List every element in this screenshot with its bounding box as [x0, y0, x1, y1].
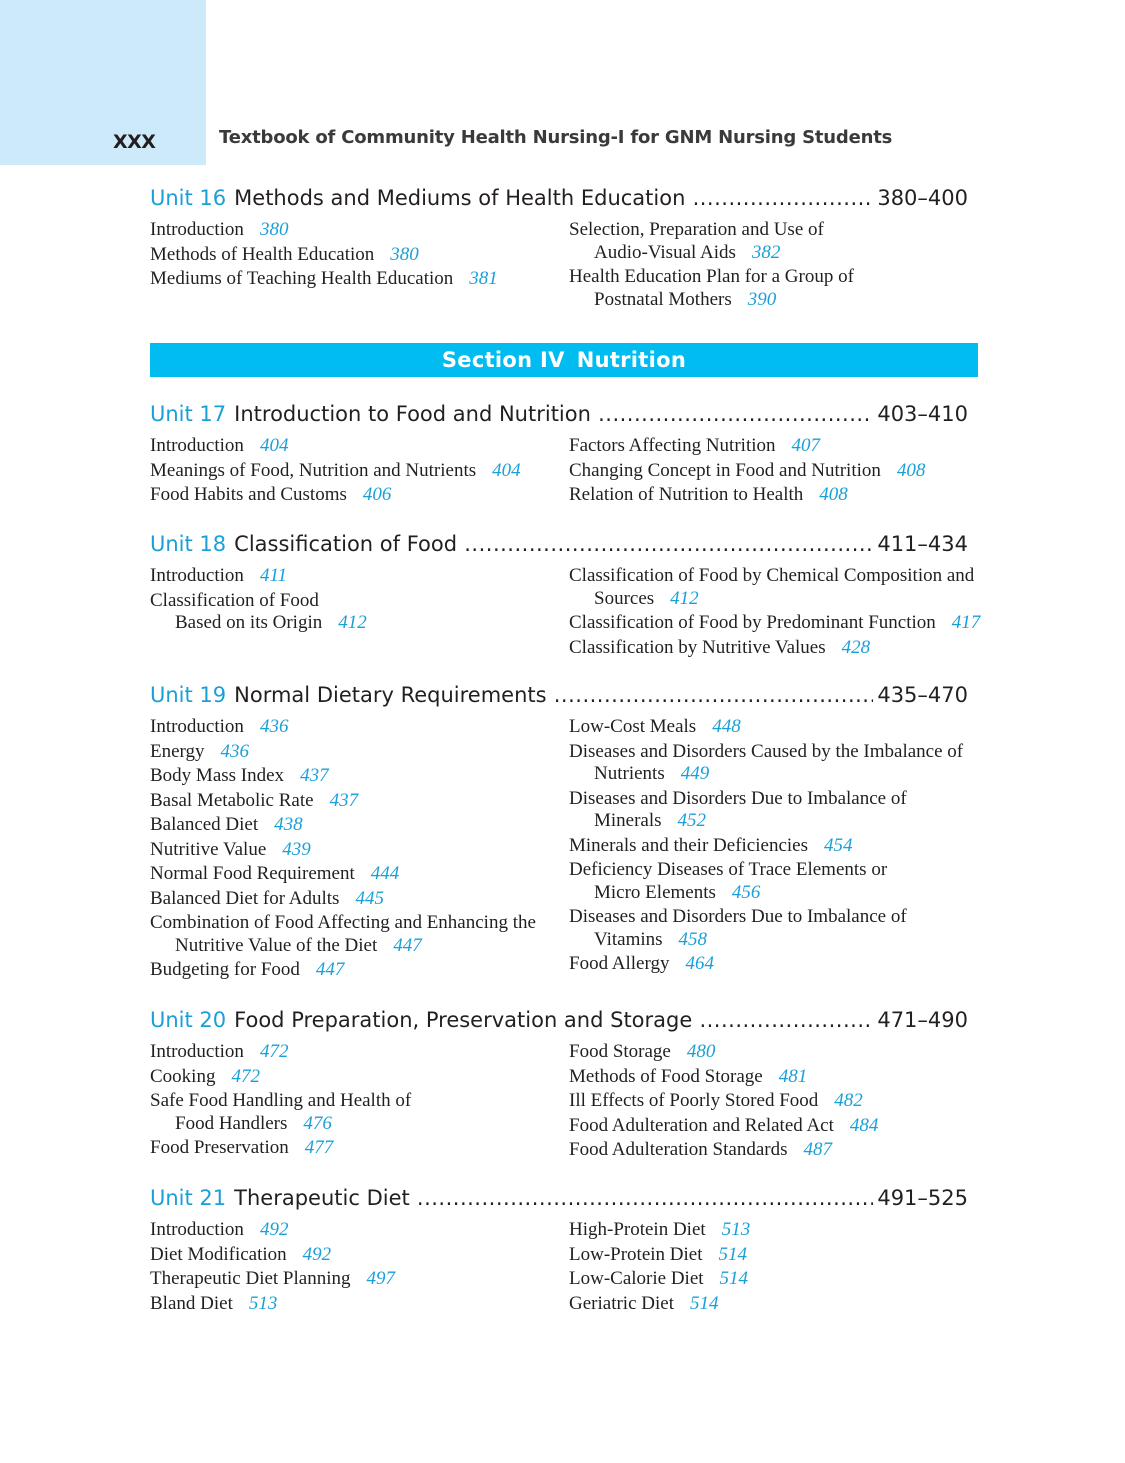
- entry-page: 412: [338, 612, 367, 633]
- toc-entry[interactable]: [150, 589, 560, 636]
- entry-page: 437: [300, 765, 329, 786]
- toc-entry[interactable]: [569, 834, 979, 859]
- toc-entry[interactable]: [150, 218, 560, 243]
- toc-entry[interactable]: [569, 1292, 979, 1317]
- unit-number: Unit 18: [150, 532, 227, 556]
- entry-title-continued: Audio-Visual Aids: [594, 241, 736, 263]
- entry-page: 482: [834, 1090, 863, 1111]
- entry-page: 492: [302, 1243, 332, 1265]
- entry-title: Classification of Food by Predominant Function: [569, 612, 936, 633]
- entry-title: Classification of Food: [150, 589, 319, 611]
- toc-entry[interactable]: [569, 1267, 979, 1292]
- section-number: Section IV: [441, 348, 565, 372]
- entry-title: Combination of Food Affecting and Enhancing the: [150, 912, 536, 933]
- toc-entry[interactable]: [150, 764, 560, 789]
- topic-columns: [150, 218, 968, 316]
- entry-title: Budgeting for Food: [150, 959, 300, 980]
- entry-page: 447: [393, 934, 422, 956]
- topic-column-right: [569, 1040, 979, 1163]
- entry-page: 438: [274, 814, 303, 835]
- entry-title: Deficiency Diseases of Trace Elements or: [569, 859, 888, 880]
- unit-21: [150, 1184, 968, 1316]
- entry-title: Classification of Food by Chemical Composition and: [569, 565, 975, 586]
- page-number: XXX: [113, 131, 156, 153]
- topic-columns: [150, 564, 981, 662]
- entry-page: 436: [259, 716, 289, 737]
- entry-page: 390: [747, 288, 777, 310]
- unit-heading[interactable]: [150, 1184, 968, 1212]
- entry-title: Normal Food Requirement: [150, 863, 355, 884]
- entry-title: Diseases and Disorders Due to Imbalance of: [569, 787, 907, 809]
- entry-title: Classification by Nutritive Values: [569, 636, 826, 658]
- entry-title: Diseases and Disorders Due to Imbalance of: [569, 906, 907, 927]
- toc-entry[interactable]: [150, 958, 560, 983]
- topic-column-left: [150, 564, 560, 636]
- toc-entry[interactable]: [150, 1040, 560, 1065]
- entry-title: Basal Metabolic Rate: [150, 789, 314, 811]
- toc-entry[interactable]: [569, 265, 979, 312]
- entry-title: Introduction: [150, 1219, 244, 1240]
- entry-title-continued: Food Handlers: [175, 1112, 288, 1134]
- toc-entry[interactable]: [150, 1136, 560, 1161]
- toc-entry[interactable]: [150, 887, 560, 912]
- toc-entry[interactable]: [569, 1218, 979, 1243]
- entry-page: 381: [469, 268, 498, 289]
- entry-page: 436: [220, 740, 250, 762]
- entry-page: 477: [304, 1137, 334, 1158]
- entry-title: Balanced Diet for Adults: [150, 887, 340, 909]
- entry-title: Bland Diet: [150, 1292, 233, 1314]
- entry-page: 480: [686, 1041, 716, 1062]
- unit-16: [150, 184, 968, 316]
- topic-columns: [150, 1218, 968, 1316]
- topic-column-right: [569, 1218, 979, 1316]
- topic-columns: [150, 1040, 968, 1163]
- entry-title-continued: Nutritive Value of the Diet: [175, 934, 378, 956]
- entry-title: Introduction: [150, 716, 244, 737]
- entry-page: 472: [259, 1041, 289, 1062]
- unit-number: Unit 21: [150, 1186, 227, 1210]
- unit-title: Normal Dietary Requirements: [234, 683, 547, 707]
- entry-title: Body Mass Index: [150, 765, 285, 786]
- entry-page: 472: [231, 1065, 260, 1087]
- entry-title-continued: Based on its Origin: [175, 612, 323, 633]
- entry-page: 382: [751, 241, 781, 263]
- unit-title: Introduction to Food and Nutrition: [234, 402, 591, 426]
- entry-title: Food Preservation: [150, 1137, 289, 1158]
- entry-title: Health Education Plan for a Group of: [569, 266, 854, 287]
- page-corner-block: [0, 0, 206, 165]
- unit-18: [150, 530, 981, 662]
- entry-page: 487: [803, 1139, 832, 1160]
- entry-title: Geriatric Diet: [569, 1292, 674, 1314]
- unit-heading[interactable]: [150, 1006, 968, 1034]
- entry-title: Low-Cost Meals: [569, 716, 697, 737]
- entry-title: High-Protein Diet: [569, 1219, 706, 1240]
- topic-column-left: [150, 1218, 560, 1316]
- entry-page: 456: [731, 881, 761, 903]
- entry-page: 452: [677, 810, 707, 831]
- entry-title-continued: Nutrients: [594, 763, 665, 784]
- topic-columns: [150, 715, 968, 985]
- toc-entry[interactable]: [569, 218, 979, 265]
- toc-entry[interactable]: [569, 459, 979, 484]
- entry-page: 458: [678, 928, 708, 950]
- entry-page: 447: [315, 959, 345, 980]
- entry-title: Methods of Health Education: [150, 243, 375, 265]
- entry-title: Energy: [150, 740, 205, 762]
- entry-title: Nutritive Value: [150, 838, 267, 860]
- entry-page: 380: [390, 243, 419, 265]
- entry-title: Changing Concept in Food and Nutrition: [569, 459, 881, 481]
- toc-entry[interactable]: [569, 787, 979, 834]
- entry-title: Food Habits and Customs: [150, 484, 347, 505]
- toc-entry[interactable]: [569, 1065, 979, 1090]
- toc-entry[interactable]: [569, 740, 979, 787]
- entry-title: Factors Affecting Nutrition: [569, 435, 776, 456]
- entry-page: 454: [823, 834, 853, 856]
- entry-title: Cooking: [150, 1065, 216, 1087]
- toc-entry[interactable]: [150, 911, 560, 958]
- toc-entry[interactable]: [150, 434, 560, 459]
- entry-page: 417: [951, 612, 981, 633]
- unit-page-range: 411–434: [874, 530, 968, 558]
- unit-title: Therapeutic Diet: [234, 1186, 410, 1210]
- entry-title-continued: Sources: [594, 587, 655, 609]
- topic-column-right: [569, 564, 979, 660]
- entry-page: 481: [778, 1065, 808, 1087]
- entry-page: 514: [718, 1243, 748, 1265]
- entry-title: Relation of Nutrition to Health: [569, 484, 804, 505]
- entry-page: 380: [259, 219, 289, 240]
- unit-number: Unit 19: [150, 683, 227, 707]
- toc-entry[interactable]: [569, 483, 979, 508]
- entry-title: Balanced Diet: [150, 814, 259, 835]
- entry-title: Introduction: [150, 1041, 244, 1062]
- unit-number: Unit 20: [150, 1008, 227, 1032]
- entry-title: Introduction: [150, 565, 244, 586]
- toc-entry[interactable]: [569, 1114, 979, 1139]
- toc-entry[interactable]: [150, 1089, 560, 1136]
- entry-title: Mediums of Teaching Health Education: [150, 268, 454, 289]
- toc-entry[interactable]: [150, 838, 560, 863]
- entry-title: Food Allergy: [569, 953, 670, 974]
- entry-title: Food Adulteration and Related Act: [569, 1114, 834, 1136]
- unit-number: Unit 17: [150, 402, 227, 426]
- entry-page: 404: [492, 459, 521, 481]
- entry-page: 407: [791, 435, 821, 456]
- entry-page: 404: [259, 435, 289, 456]
- toc-entry[interactable]: [569, 858, 979, 905]
- unit-heading[interactable]: [150, 400, 968, 428]
- unit-19: [150, 681, 968, 985]
- entry-page: 514: [689, 1292, 719, 1314]
- entry-page: 484: [849, 1114, 879, 1136]
- unit-page-range: 403–410: [874, 400, 968, 428]
- entry-title: Low-Calorie Diet: [569, 1268, 704, 1289]
- running-head: Textbook of Community Health Nursing-I for GNM Nursing Students: [219, 127, 893, 148]
- entry-page: 492: [259, 1219, 289, 1240]
- toc-entry[interactable]: [569, 434, 979, 459]
- entry-page: 408: [819, 484, 848, 505]
- entry-page: 428: [841, 636, 871, 658]
- toc-entry[interactable]: [569, 1089, 979, 1114]
- topic-column-right: [569, 218, 979, 312]
- toc-entry[interactable]: [150, 862, 560, 887]
- toc-entry[interactable]: [569, 1138, 979, 1163]
- entry-page: 497: [366, 1268, 395, 1289]
- toc-entry[interactable]: [150, 740, 560, 765]
- entry-title: Ill Effects of Poorly Stored Food: [569, 1090, 819, 1111]
- entry-page: 439: [282, 838, 311, 860]
- toc-entry[interactable]: [150, 564, 560, 589]
- entry-title: Introduction: [150, 219, 244, 240]
- entry-title: Therapeutic Diet Planning: [150, 1268, 351, 1289]
- toc-entry[interactable]: [150, 483, 560, 508]
- topic-columns: [150, 434, 968, 508]
- toc-entry[interactable]: [150, 1218, 560, 1243]
- entry-page: 476: [303, 1112, 332, 1134]
- toc-entry[interactable]: [150, 789, 560, 814]
- unit-title: Methods and Mediums of Health Education: [234, 186, 686, 210]
- entry-title-continued: Postnatal Mothers: [594, 288, 732, 310]
- toc-entry[interactable]: [150, 813, 560, 838]
- entry-title-continued: Micro Elements: [594, 881, 716, 903]
- topic-column-right: [569, 715, 979, 977]
- entry-title: Diseases and Disorders Caused by the Imbalance of: [569, 740, 964, 762]
- topic-column-left: [150, 715, 560, 983]
- toc-entry[interactable]: [569, 611, 979, 636]
- toc-entry[interactable]: [150, 715, 560, 740]
- toc-entry[interactable]: [150, 267, 560, 292]
- entry-title: Selection, Preparation and Use of: [569, 219, 824, 240]
- entry-title: Diet Modification: [150, 1243, 287, 1265]
- entry-page: 444: [370, 863, 400, 884]
- entry-title: Safe Food Handling and Health of: [150, 1090, 412, 1111]
- unit-page-range: 471–490: [874, 1006, 968, 1034]
- unit-heading[interactable]: [150, 184, 968, 212]
- entry-title: Low-Protein Diet: [569, 1243, 703, 1265]
- entry-page: 445: [355, 887, 384, 909]
- entry-page: 513: [248, 1292, 278, 1314]
- unit-page-range: 435–470: [874, 681, 968, 709]
- toc-entry[interactable]: [150, 1243, 560, 1268]
- toc-entry[interactable]: [569, 715, 979, 740]
- entry-page: 464: [685, 953, 714, 974]
- toc-entry[interactable]: [569, 564, 979, 611]
- toc-entry[interactable]: [569, 905, 979, 952]
- entry-page: 412: [670, 587, 699, 609]
- entry-page: 437: [329, 789, 359, 811]
- toc-entry[interactable]: [569, 636, 979, 661]
- unit-17: [150, 400, 968, 508]
- entry-title: Meanings of Food, Nutrition and Nutrients: [150, 459, 477, 481]
- unit-number: Unit 16: [150, 186, 227, 210]
- entry-title-continued: Minerals: [594, 810, 662, 831]
- unit-title: Classification of Food: [234, 532, 458, 556]
- unit-20: [150, 1006, 968, 1163]
- toc-entry[interactable]: [569, 1243, 979, 1268]
- toc-entry[interactable]: [150, 459, 560, 484]
- toc-entry[interactable]: [150, 1267, 560, 1292]
- entry-page: 514: [719, 1268, 749, 1289]
- entry-page: 448: [712, 716, 741, 737]
- section-banner: [150, 343, 978, 377]
- toc-entry[interactable]: [150, 243, 560, 268]
- entry-page: 411: [259, 565, 288, 586]
- topic-column-left: [150, 1040, 560, 1161]
- toc-entry[interactable]: [569, 952, 979, 977]
- entry-page: 513: [721, 1219, 751, 1240]
- entry-page: 406: [362, 484, 392, 505]
- section-title: Nutrition: [576, 348, 687, 372]
- topic-column-right: [569, 434, 979, 508]
- unit-heading[interactable]: [150, 681, 968, 709]
- entry-title: Methods of Food Storage: [569, 1065, 763, 1087]
- unit-title: Food Preparation, Preservation and Storage: [234, 1008, 693, 1032]
- topic-column-left: [150, 218, 560, 292]
- unit-page-range: 380–400: [874, 184, 968, 212]
- entry-title-continued: Vitamins: [594, 928, 663, 950]
- toc-entry[interactable]: [150, 1065, 560, 1090]
- toc-entry[interactable]: [569, 1040, 979, 1065]
- entry-page: 449: [680, 763, 710, 784]
- topic-column-left: [150, 434, 560, 508]
- entry-page: 408: [896, 459, 926, 481]
- entry-title: Minerals and their Deficiencies: [569, 834, 808, 856]
- entry-title: Introduction: [150, 435, 244, 456]
- entry-title: Food Storage: [569, 1041, 671, 1062]
- unit-heading[interactable]: [150, 530, 968, 558]
- entry-title: Food Adulteration Standards: [569, 1139, 788, 1160]
- toc-entry[interactable]: [150, 1292, 560, 1317]
- unit-page-range: 491–525: [874, 1184, 968, 1212]
